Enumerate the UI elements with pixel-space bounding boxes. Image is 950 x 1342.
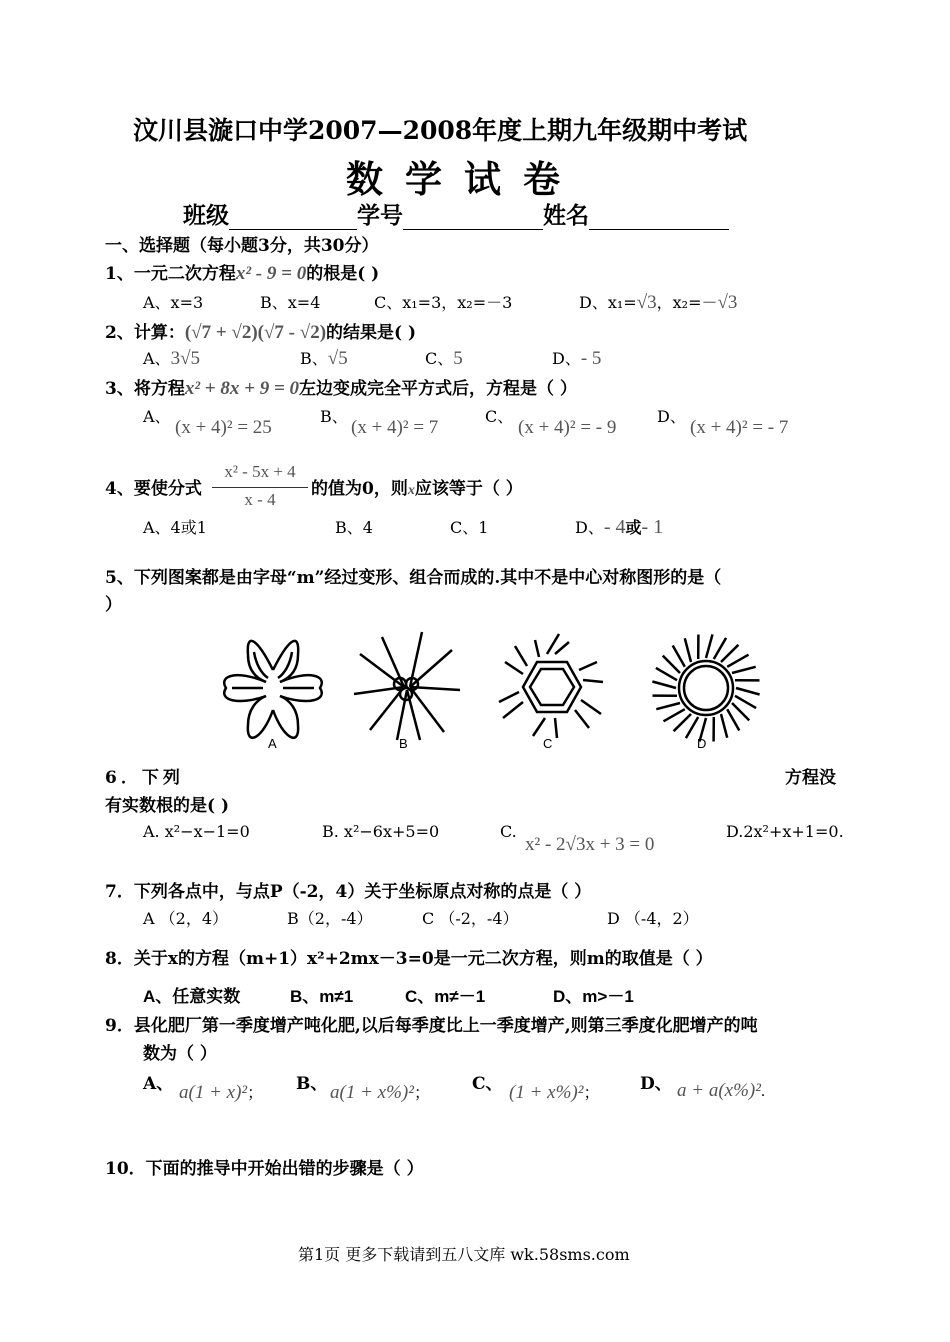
q1-stem-post: 的根是( )	[306, 264, 380, 284]
figure-d-spoke	[727, 655, 748, 667]
figure-d-spoke	[732, 703, 749, 720]
q6-option-a[interactable]: A. x²−x−1=0	[143, 822, 250, 841]
figure-d-spoke	[685, 638, 691, 662]
q4-numerator: x² - 5x + 4	[224, 462, 296, 481]
q1-expr: x² - 9 = 0	[235, 263, 307, 284]
q7-option-b[interactable]: B（2，-4）	[287, 909, 373, 928]
q2-stem-post: 的结果是( )	[326, 323, 417, 343]
q4-d-or: 或	[625, 518, 642, 537]
q3-option-b[interactable]: (x + 4)² = 7	[351, 417, 439, 438]
q3-expr: x² + 8x + 9 = 0	[184, 378, 300, 399]
question-2-stem	[105, 318, 416, 344]
q2-option-b[interactable]	[300, 346, 348, 370]
figure-d-spoke	[721, 714, 727, 738]
q8-option-c[interactable]: C、m≠－1	[405, 987, 486, 1006]
q6-option-d[interactable]: D.2x²+x+1=0.	[726, 822, 844, 841]
q9-d-end: .	[760, 1083, 765, 1100]
q2-expr: (√7 + √2)(√7 - √2)	[184, 322, 327, 343]
q9-option-c-label[interactable]: C、	[472, 1074, 503, 1094]
q2-stem-pre: 2、计算：	[105, 323, 185, 343]
figure-d-spoke	[656, 668, 677, 680]
q4-d-value2: - 1	[641, 516, 664, 538]
figure-a-four-petal[interactable]	[218, 630, 328, 750]
figure-d-ring[interactable]	[648, 630, 764, 746]
q1-option-d[interactable]	[579, 290, 737, 314]
q3-option-b-label[interactable]: B、	[320, 407, 348, 426]
figure-d-spoke	[727, 709, 739, 730]
q8-option-d[interactable]: D、m>－1	[553, 987, 634, 1006]
question-6-stem-right: 方程没	[785, 768, 836, 788]
q4-option-a[interactable]: A、4或1	[143, 518, 207, 537]
q2-a-value: 3√5	[170, 348, 200, 369]
q4-option-c[interactable]: C、1	[450, 518, 489, 537]
id-label: 学号	[357, 202, 403, 229]
figure-a-label: A	[268, 736, 277, 751]
figure-d-spoke	[735, 696, 756, 708]
figure-d-label: D	[697, 736, 707, 751]
q4-denominator: x - 4	[244, 490, 276, 509]
figure-d-spoke	[663, 656, 680, 673]
q3-option-d[interactable]: (x + 4)² = - 7	[690, 417, 789, 438]
name-blank[interactable]	[589, 207, 729, 230]
figure-d-spoke	[656, 703, 680, 709]
q6-option-c-label[interactable]: C.	[500, 822, 517, 841]
q9-option-c[interactable]	[509, 1080, 599, 1104]
question-1-stem	[105, 259, 379, 285]
q4-stem-pre: 4、要使分式	[105, 479, 202, 499]
question-9-stem: 9．县化肥厂第一季度增产吨化肥,以后每季度比上一季度增产,则第三季度化肥增产的吨	[105, 1016, 758, 1036]
q3-stem-post: 左边变成完全平方式后，方程是（ ）	[299, 379, 577, 399]
q9-option-d-label[interactable]: D、	[640, 1074, 672, 1094]
q7-option-c[interactable]: C （-2，-4）	[422, 909, 519, 928]
q4-stem-mid: 的值为0，则	[311, 479, 408, 499]
q4-stem-post: 应该等于（ ）	[414, 479, 523, 499]
question-7-stem: 7．下列各点中，与点P（-2，4）关于坐标原点对称的点是（ ）	[105, 882, 592, 902]
q4-var: x	[407, 483, 415, 498]
q4-d-value1: - 4	[603, 516, 626, 538]
q3-option-a-label[interactable]: A、	[143, 407, 171, 426]
q3-option-a[interactable]: (x + 4)² = 25	[175, 417, 272, 438]
q8-option-b[interactable]: B、m≠1	[290, 987, 354, 1006]
q2-option-c[interactable]	[425, 346, 463, 370]
q1-d-pre: D、x₁=	[579, 293, 637, 312]
figure-d-spoke	[673, 646, 685, 667]
exam-title: 汶川县漩口中学2007—2008年度上期九年级期中考试	[133, 116, 748, 145]
question-5-stem-cont: ）	[105, 595, 122, 615]
page-footer: 第1页 更多下载请到五八文库 wk.58sms.com	[298, 1245, 630, 1264]
figure-d-spoke	[686, 717, 698, 738]
q4-option-b[interactable]: B、4	[335, 518, 373, 537]
figure-d-spoke	[732, 667, 756, 673]
q3-option-d-label[interactable]: D、	[657, 407, 686, 426]
q2-c-label: C、	[425, 349, 454, 368]
figure-b-label: B	[399, 736, 408, 751]
q4-stem-rest	[311, 474, 523, 499]
figure-d-spoke	[652, 682, 676, 689]
question-5-stem: 5、下列图案都是由字母“m”经过变形、组合而成的.其中不是中心对称图形的是（	[105, 568, 722, 588]
q9-b-sep: ；	[413, 1085, 430, 1102]
figure-d-spoke	[736, 688, 760, 695]
q3-option-c[interactable]: (x + 4)² = - 9	[518, 417, 617, 438]
question-9-stem-cont: 数为（ ）	[143, 1044, 217, 1064]
q6-option-c[interactable]: x² - 2√3x + 3 = 0	[525, 834, 655, 855]
q2-a-label: A、	[143, 349, 171, 368]
q2-b-label: B、	[300, 349, 328, 368]
figure-d-spoke	[721, 645, 738, 662]
q7-option-d[interactable]: D （-4，2）	[607, 909, 699, 928]
q1-option-a[interactable]: A、x=3	[143, 293, 204, 312]
q3-stem-pre: 3、将方程	[105, 379, 185, 399]
q9-option-a[interactable]	[179, 1080, 263, 1104]
q1-option-c[interactable]: C、x₁=3，x₂=－3	[374, 293, 513, 312]
q9-a-sep: ；	[247, 1085, 264, 1102]
class-label: 班级	[183, 202, 229, 229]
q2-option-a[interactable]	[143, 346, 200, 370]
q2-option-d[interactable]	[552, 346, 601, 370]
q1-d-mid: ，x₂=－	[656, 293, 718, 312]
q1-stem-pre: 1、一元二次方程	[105, 264, 236, 284]
question-8-stem: 8．关于x的方程（m+1）x²+2mx－3=0是一元二次方程，则m的取值是（ ）	[105, 949, 713, 969]
q1-d-root1: √3	[636, 292, 657, 313]
q9-option-b-label[interactable]: B、	[296, 1074, 328, 1094]
q9-d-value: a + a(x%)²	[677, 1080, 761, 1101]
q9-c-value: (1 + x%)²	[509, 1082, 584, 1103]
q6-option-b[interactable]: B. x²−6x+5=0	[322, 822, 440, 841]
q4-option-d[interactable]	[575, 515, 663, 539]
q1-d-root2: √3	[717, 292, 738, 313]
student-info-row	[183, 197, 729, 230]
q9-option-b[interactable]	[330, 1080, 430, 1104]
figure-d-spoke	[664, 709, 685, 721]
figure-d-spoke	[674, 714, 691, 731]
exam-subtitle: 数学试卷	[346, 157, 582, 201]
section-heading: 一、选择题（每小题3分，共30分）	[105, 236, 379, 256]
q9-a-value: a(1 + x)²	[179, 1082, 248, 1103]
figure-d-spoke	[706, 634, 713, 658]
q2-d-value: - 5	[580, 348, 602, 369]
q2-c-value: 5	[453, 348, 463, 369]
q3-option-c-label[interactable]: C、	[485, 407, 514, 426]
question-6-stem-left: 6．下列	[105, 768, 184, 788]
q9-option-d[interactable]	[677, 1080, 765, 1102]
figure-b-star[interactable]	[352, 632, 462, 742]
q4-fraction-bar	[212, 487, 308, 488]
figure-c-label: C	[543, 736, 553, 751]
q2-d-label: D、	[552, 349, 581, 368]
q8-option-a[interactable]: A、任意实数	[143, 987, 241, 1006]
q2-b-value: √5	[327, 348, 348, 369]
q4-d-label: D、	[575, 518, 604, 537]
figure-d-spoke	[714, 638, 726, 659]
id-blank[interactable]	[403, 207, 543, 230]
q9-c-sep: ；	[583, 1085, 600, 1102]
q9-b-value: a(1 + x%)²	[330, 1082, 414, 1103]
question-3-stem	[105, 374, 577, 400]
figure-c-hexagon[interactable]	[497, 632, 607, 742]
question-6-stem-cont: 有实数根的是( )	[105, 796, 230, 816]
q1-option-b[interactable]: B、x=4	[260, 293, 321, 312]
question-10-stem: 10．下面的推导中开始出错的步骤是（ ）	[105, 1159, 424, 1179]
q9-option-a-label[interactable]: A、	[143, 1074, 174, 1094]
name-label: 姓名	[543, 202, 589, 229]
class-blank[interactable]	[229, 207, 357, 230]
q7-option-a[interactable]: A （2，4）	[143, 909, 229, 928]
